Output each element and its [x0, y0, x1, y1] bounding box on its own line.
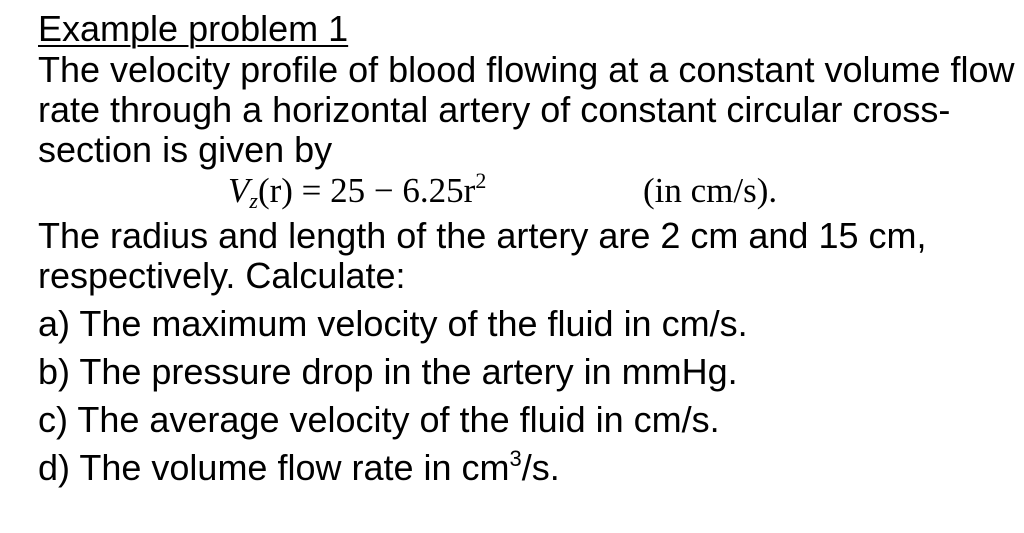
- question-d: [38, 444, 1018, 492]
- equation-exponent: 2: [475, 168, 487, 193]
- question-list: [38, 300, 1018, 492]
- question-a: a) The maximum velocity of the fluid in cm/s.: [38, 303, 748, 344]
- problem-page: [38, 8, 1018, 492]
- equation-unit: (in cm/s).: [643, 171, 778, 210]
- problem-title: Example problem 1: [38, 8, 349, 49]
- problem-given: The radius and length of the artery are 2 cm and 15 cm, respectively. Calculate:: [38, 215, 927, 296]
- equation-variable: V: [228, 171, 250, 210]
- equation-rhs: = 25 − 6.25r: [292, 171, 476, 210]
- equation-expression: [228, 168, 486, 214]
- equation-argument: (r): [257, 171, 293, 210]
- question-d-suffix: /s.: [521, 447, 560, 488]
- question-c: c) The average velocity of the fluid in cm/s.: [38, 399, 720, 440]
- question-b: b) The pressure drop in the artery in mmHg.: [38, 351, 738, 392]
- equation-subscript: z: [249, 188, 258, 213]
- question-d-prefix: d) The volume flow rate in cm: [38, 447, 510, 488]
- problem-intro: The velocity profile of blood flowing at a constant volume flow rate through a horizontal artery of constant circular cross-section is given by: [38, 49, 1015, 170]
- velocity-equation: [38, 168, 1018, 214]
- question-d-exponent: 3: [509, 446, 522, 471]
